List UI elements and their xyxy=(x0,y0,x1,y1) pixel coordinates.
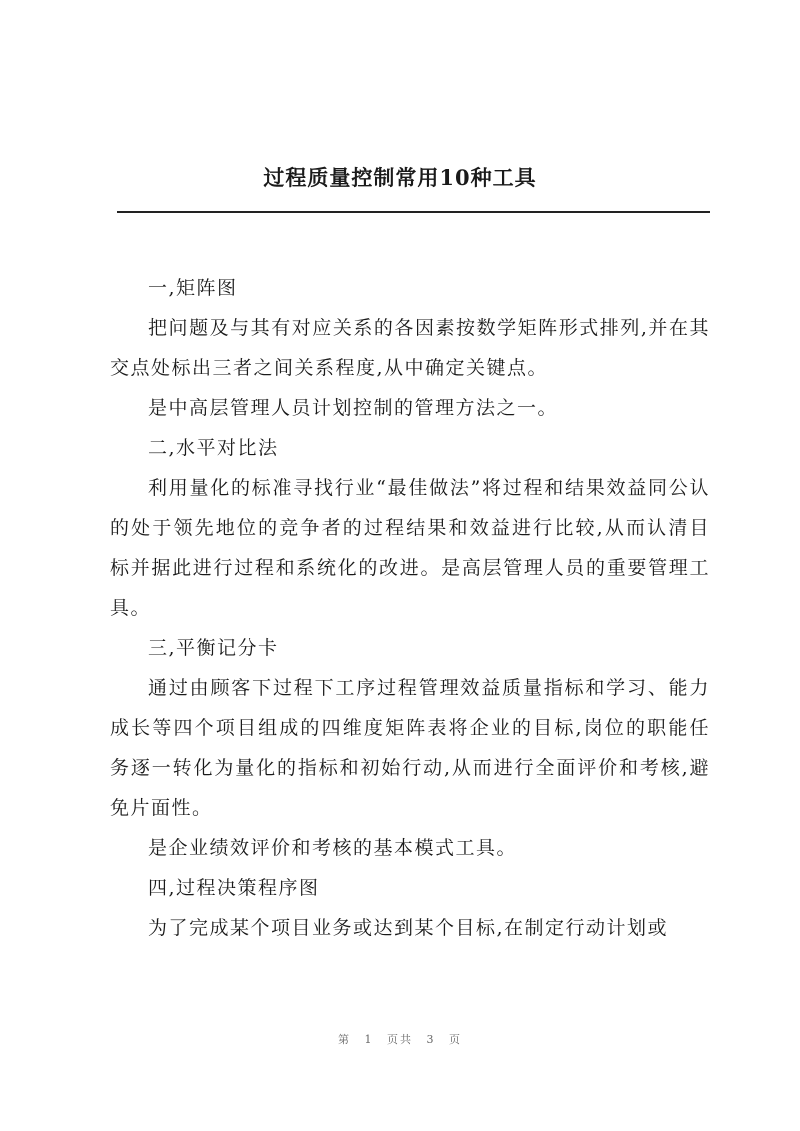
section-heading: 三,平衡记分卡 xyxy=(148,637,279,659)
paragraph: 是企业绩效评价和考核的基本模式工具。 xyxy=(148,837,518,859)
paragraph: 把问题及与其有对应关系的各因素按数学矩阵形式排列,并在其交点处标出三者之间关系程度,从中确定关键点。 xyxy=(110,317,710,379)
section-heading: 二,水平对比法 xyxy=(148,437,279,459)
paragraph: 利用量化的标准寻找行业“最佳做法”将过程和结果效益同公认的处于领先地位的竞争者的过程结果和效益进行比较,从而认清目标并据此进行过程和系统化的改进。是高层管理人员的重要管理工具。 xyxy=(110,477,710,619)
paragraph: 是中高层管理人员计划控制的管理方法之一。 xyxy=(148,397,559,419)
paragraph: 为了完成某个项目业务或达到某个目标,在制定行动计划或 xyxy=(148,917,669,939)
document-title: 过程质量控制常用10种工具 xyxy=(263,165,537,190)
section-heading: 四,过程决策程序图 xyxy=(148,877,320,899)
paragraph: 通过由顾客下过程下工序过程管理效益质量指标和学习、能力成长等四个项目组成的四维度矩阵表将企业的目标,岗位的职能任务逐一转化为量化的指标和初始行动,从而进行全面评价和考核,避免片面性。 xyxy=(110,677,710,819)
title-divider xyxy=(117,211,710,213)
section-heading: 一,矩阵图 xyxy=(148,277,238,299)
document-body xyxy=(110,268,710,948)
page-footer: 第 1 页共 3 页 xyxy=(338,1033,462,1046)
